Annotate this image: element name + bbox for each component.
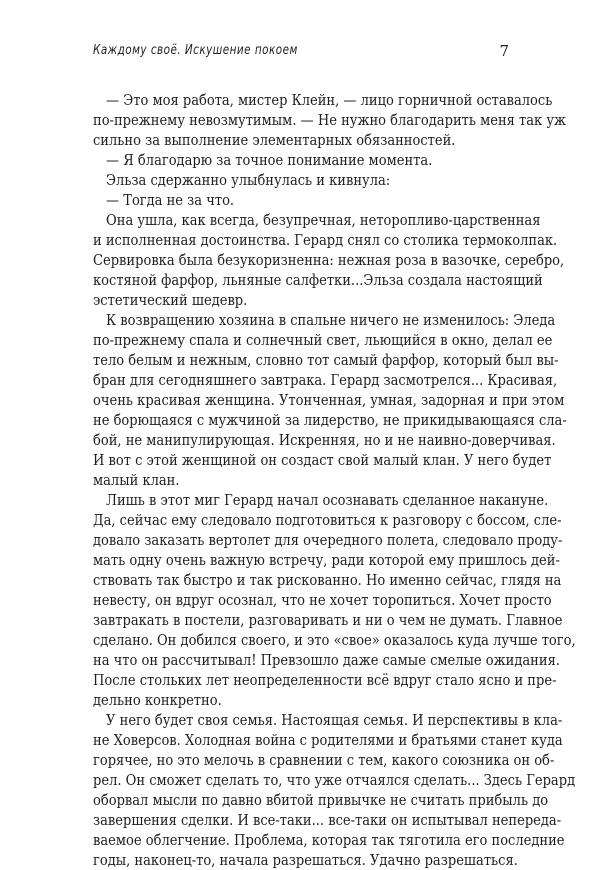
text-line: сделано. Он добился своего, и это «свое» оказалось куда лучше того, xyxy=(93,631,576,649)
text-line: костяной фарфор, льняные салфетки...Эльза создала настоящий xyxy=(93,271,543,289)
text-line: очень красивая женщина. Утонченная, умная, задорная и при этом xyxy=(93,391,565,409)
text-line: годы, наконец-то, начала разрешаться. Удачно разрешаться. xyxy=(93,851,518,869)
text-line: бран для сегодняшнего завтрака. Герард засмотрелся... Красивая, xyxy=(93,371,558,389)
text-line: сильно за выполнение элементарных обязанностей. xyxy=(93,131,456,149)
text-line: не борющаяся с мужчиной за лидерство, не прикидывающаяся сла- xyxy=(93,411,567,429)
text-line: завтракать в постели, разговаривать и ни о чем не думать. Главное xyxy=(93,611,563,629)
running-title: Каждому своё. Искушение покоем xyxy=(93,43,298,58)
text-line: У него будет своя семья. Настоящая семья. И перспективы в кла- xyxy=(106,711,563,729)
page-number: 7 xyxy=(499,42,509,60)
text-line: рел. Он сможет сделать то, что уже отчаялся сделать... Здесь Герард xyxy=(93,771,576,789)
text-line: завершения сделки. И все-таки... все-таки он испытывал неперeда- xyxy=(93,811,562,829)
text-line: ваемое облегчение. Проблема, которая так тяготила его последние xyxy=(93,831,565,849)
text-line: После стольких лет неопределенности всё вдруг стало ясно и пре- xyxy=(93,671,557,689)
text-line: — Это моя работа, мистер Клейн, — лицо горничной оставалось xyxy=(106,91,553,109)
text-line: невесту, он вдруг осознал, что не хочет торопиться. Хочет просто xyxy=(93,591,552,609)
text-line: бой, не манипулирующая. Искренняя, но и не наивно-доверчивая. xyxy=(93,431,556,449)
text-line: довало заказать вертолет для очередного полета, следовало проду- xyxy=(93,531,563,549)
text-line: по-прежнему спала и солнечный свет, льющийся в окно, делал ее xyxy=(93,331,553,349)
text-line: Эльза сдержанно улыбнулась и кивнула: xyxy=(106,171,391,189)
text-line: Да, сейчас ему следовало подготовиться к разговору с боссом, сле- xyxy=(93,511,562,529)
text-line: эстетический шедевр. xyxy=(93,291,248,309)
text-line: И вот с этой женщиной он создаст свой малый клан. У него будет xyxy=(93,451,552,469)
text-line: не Ховерсов. Холодная война с родителями и братьями станет куда xyxy=(93,731,563,749)
text-line: дельно конкретно. xyxy=(93,691,222,709)
text-line: К возвращению хозяина в спальне ничего не изменилось: Эледа xyxy=(106,311,556,329)
text-line: Она ушла, как всегда, безупречная, неторопливо-царственная xyxy=(106,211,541,229)
text-line: и исполненная достоинства. Герард снял со столика термоколпак. xyxy=(93,231,558,249)
text-line: — Тогда не за что. xyxy=(106,191,235,209)
text-line: горячее, но это мелочь в сравнении с тем, какого союзника он об- xyxy=(93,751,555,769)
text-line: — Я благодарю за точное понимание момента. xyxy=(106,151,433,169)
text-line: Сервировка была безукоризненна: нежная роза в вазочке, серебро, xyxy=(93,251,565,269)
body-text xyxy=(93,90,576,870)
text-line: тело белым и нежным, словно тот самый фарфор, который был вы- xyxy=(93,351,559,369)
text-line: Лишь в этот миг Герард начал осознавать сделанное накануне. xyxy=(106,491,549,509)
text-line: малый клан. xyxy=(93,471,180,489)
text-line: оборвал мысли по давно вбитой привычке не считать прибыль до xyxy=(93,791,549,809)
text-line: на что он рассчитывал! Превзошло даже самые смелые ожидания. xyxy=(93,651,560,669)
text-line: ствовать так быстро и так рискованно. Но именно сейчас, глядя на xyxy=(93,571,562,589)
text-line: мать одну очень важную встречу, ради которой ему пришлось дей- xyxy=(93,551,560,569)
page-header xyxy=(93,40,509,64)
text-line: по-прежнему невозмутимым. — Не нужно благодарить меня так уж xyxy=(93,111,567,129)
